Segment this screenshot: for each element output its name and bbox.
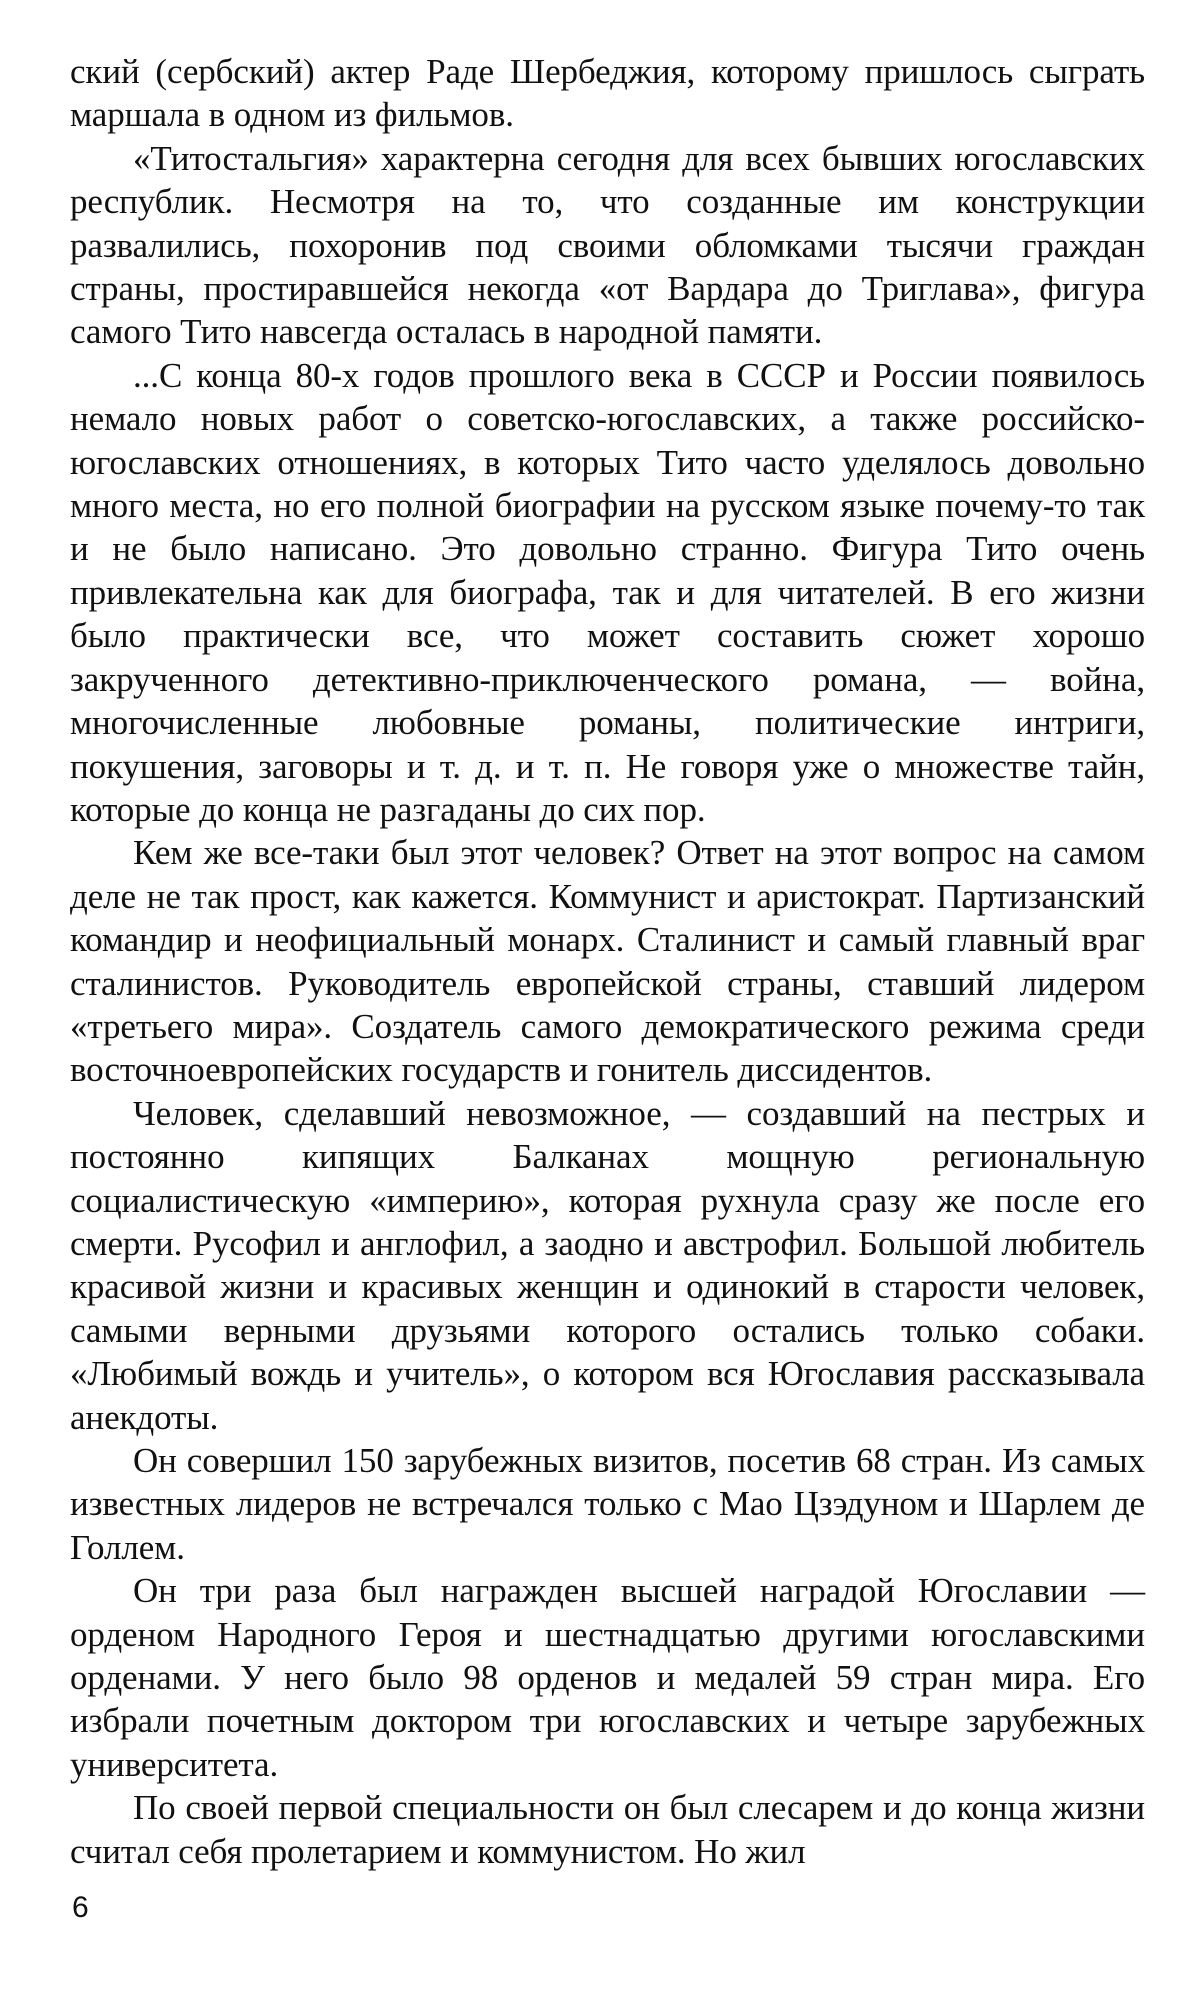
paragraph-visits: Он совершил 150 зарубежных визитов, посетив 68 стран. Из самых известных лидеров не встречался только с Мао Цзэдуном и Шарлем де Голлем. [70, 1441, 1145, 1567]
paragraph-continued: ский (сербский) актер Раде Шербеджия, которому пришлось сыграть маршала в одном из фильмов. [70, 52, 1145, 135]
paragraph-who-was-he: Кем же все-таки был этот человек? Ответ на этот вопрос на самом деле не так прост, как кажется. Коммунист и аристократ. Партизанский командир и неофициальный монарх. Сталинист и самый главный враг сталинистов. Руководитель европейской страны, ставший лидером «третьего мира». Создатель самого демократического режима среди восточноевропейских государств и гонитель диссидентов. [70, 833, 1145, 1090]
paragraph-titostalgia: «Титостальгия» характерна сегодня для всех бывших югославских республик. Несмотря на то, что созданные им конструкции развалились, похоронив под своими обломками тысячи граждан страны, простиравшейся некогда «от Вардара до Триглава», фигура самого Тито навсегда осталась в народной памяти. [70, 138, 1145, 352]
paragraph-biographies: ...С конца 80-х годов прошлого века в СССР и России появилось немало новых работ о советско-югославских, а также российско-югославских отношениях, в которых Тито часто уделялось довольно много места, но его полной биографии на русском языке почему-то так и не было написано. Это довольно странно. Фигура Тито очень привлекательна как для биографа, так и для читателей. В его жизни было практически все, что может составить сюжет хорошо закрученного детективно-приключенческого романа, — война, многочисленные любовные романы, политические интриги, покушения, заговоры и т. д. и т. п. Не говоря уже о множестве тайн, которые до конца не разгаданы до сих пор. [70, 355, 1145, 829]
paragraph-locksmith: По своей первой специальности он был слесарем и до конца жизни считал себя пролетарием и коммунистом. Но жил [70, 1788, 1145, 1871]
paragraph-impossible: Человек, сделавший невозможное, — создавший на пестрых и постоянно кипящих Балканах мощную региональную социалистическую «империю», которая рухнула сразу же после его смерти. Русофил и англофил, а заодно и австрофил. Большой любитель красивой жизни и красивых женщин и одинокий в старости человек, самыми верными друзьями которого остались только собаки. «Любимый вождь и учитель», о котором вся Югославия рассказывала анекдоты. [70, 1093, 1145, 1437]
page-number: 6 [72, 1891, 89, 1924]
paragraph-awards: Он три раза был награжден высшей наградой Югославии — орденом Народного Героя и шестнадцатью другими югославскими орденами. У него было 98 орденов и медалей 59 стран мира. Его избрали почетным доктором три югославских и четыре зарубежных университета. [70, 1571, 1145, 1784]
body-text [70, 50, 1145, 1873]
